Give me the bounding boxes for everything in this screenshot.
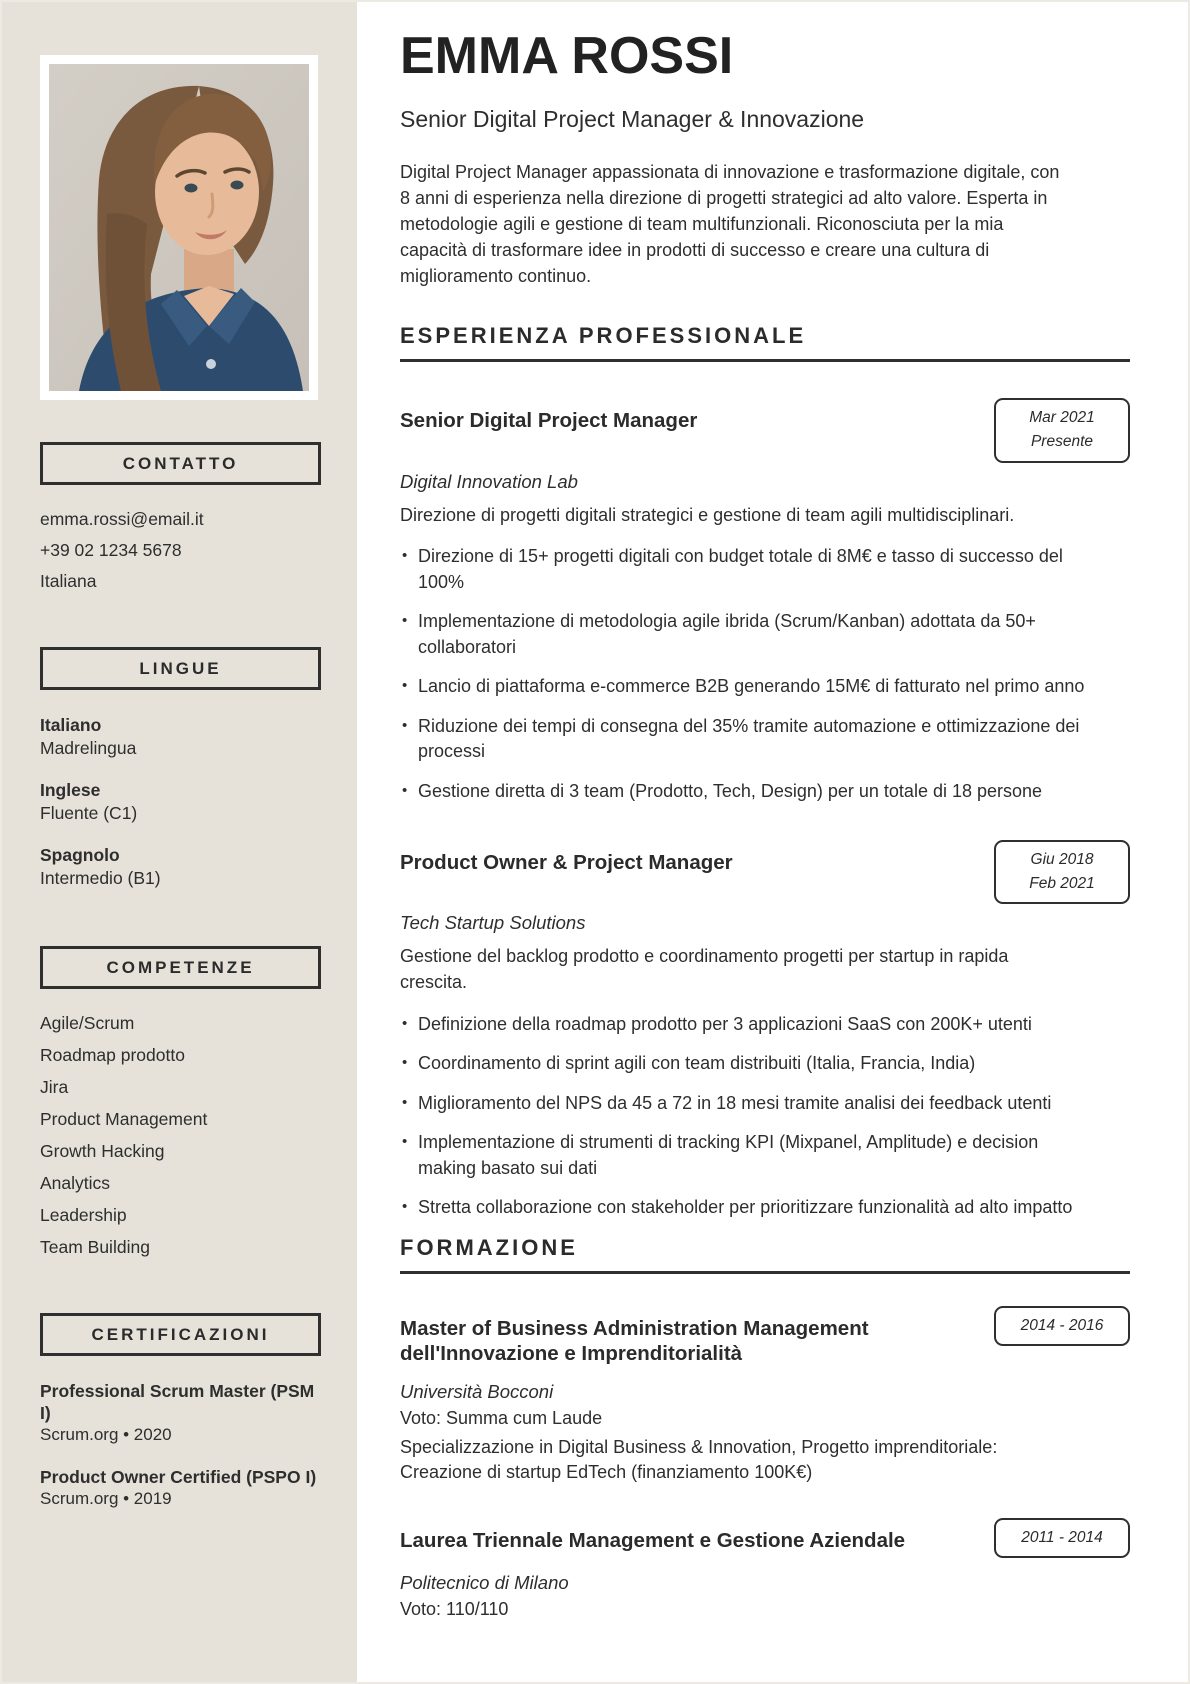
- language-item: [40, 779, 321, 825]
- job-headline: Senior Digital Project Manager & Innovazione: [400, 106, 865, 132]
- education-specialization: Specializzazione in Digital Business & Innovation, Progetto imprenditoriale: Creazione di startup EdTech (finanziamento 100K€): [400, 1436, 998, 1483]
- date-badge: [994, 840, 1130, 904]
- skill-item: Growth Hacking: [40, 1141, 165, 1161]
- date-range: 2014 - 2016: [1020, 1316, 1104, 1334]
- contact-phone: +39 02 1234 5678: [40, 540, 182, 560]
- skill-item: Product Management: [40, 1109, 208, 1129]
- profile-summary: Digital Project Manager appassionata di innovazione e trasformazione digitale, con 8 anni di esperienza nella direzione di progetti strategici ad alto valore. Esperta in metodologie agili e gestione di team multifunzionali. Riconosciuta per la mia capacità di trasformare idee in prodotti di successo e creare una cultura di miglioramento continuo.: [400, 162, 1060, 287]
- skill-item: Roadmap prodotto: [40, 1045, 185, 1065]
- date-badge: [994, 1518, 1130, 1558]
- certification-meta: Scrum.org • 2019: [40, 1489, 172, 1508]
- education-grade: Voto: 110/110: [400, 1598, 509, 1619]
- skill-item: Team Building: [40, 1237, 150, 1257]
- job-bullet: • Implementazione di strumenti di tracking KPI (Mixpanel, Amplitude) e decision making basato sui dati: [400, 1130, 1098, 1181]
- skill-item: Agile/Scrum: [40, 1013, 135, 1033]
- date-end: Presente: [1030, 433, 1094, 451]
- skill-item: Leadership: [40, 1205, 127, 1225]
- job-bullet: • Miglioramento del NPS da 45 a 72 in 18 mesi tramite analisi dei feedback utenti: [400, 1091, 1098, 1117]
- contact-list: [40, 509, 321, 591]
- date-badge: [994, 398, 1130, 462]
- experience-entry: [400, 840, 1130, 1220]
- certifications-section-title: CERTIFICAZIONI: [40, 1313, 321, 1356]
- experience-section-heading: ESPERIENZA PROFESSIONALE: [400, 323, 1130, 362]
- degree-title: Laurea Triennale Management e Gestione Aziendale: [400, 1528, 906, 1552]
- job-bullet: • Riduzione dei tempi di consegna del 35% tramite automazione e ottimizzazione dei processi: [400, 714, 1098, 765]
- profile-photo-frame: [40, 55, 318, 400]
- language-item: [40, 844, 321, 890]
- sidebar: [2, 2, 357, 1682]
- certification-meta: Scrum.org • 2020: [40, 1425, 172, 1444]
- job-bullet: • Stretta collaborazione con stakeholder per prioritizzare funzionalità ad alto impatto: [400, 1195, 1098, 1221]
- page-title: EMMA ROSSI: [400, 27, 734, 85]
- job-description: Gestione del backlog prodotto e coordinamento progetti per startup in rapida crescita.: [400, 946, 1009, 992]
- education-entry: [400, 1306, 1130, 1486]
- skill-item: Jira: [40, 1077, 69, 1097]
- certification-name: Professional Scrum Master (PSM I): [40, 1381, 315, 1423]
- experience-entry: [400, 398, 1130, 804]
- job-bullet-list: [400, 1012, 1130, 1221]
- job-bullet: • Direzione di 15+ progetti digitali con budget totale di 8M€ e tasso di successo del 100%: [400, 544, 1098, 595]
- date-badge: [994, 1306, 1130, 1346]
- job-title: Product Owner & Project Manager: [400, 851, 733, 875]
- language-level: Madrelingua: [40, 738, 137, 758]
- job-bullet: • Coordinamento di sprint agili con team distribuiti (Italia, Francia, India): [400, 1051, 1098, 1077]
- main-column: [400, 26, 1130, 1622]
- language-name: Italiano: [40, 715, 102, 735]
- company-name: Tech Startup Solutions: [400, 912, 586, 934]
- experience-entry-header: [400, 840, 1130, 904]
- experience-entry-header: [400, 398, 1130, 462]
- company-name: Digital Innovation Lab: [400, 470, 578, 492]
- education-grade: Voto: Summa cum Laude: [400, 1408, 603, 1429]
- degree-title: Master of Business Administration Management dell'Innovazione e Imprenditorialità: [400, 1316, 869, 1366]
- job-description: Direzione di progetti digitali strategici e gestione di team agili multidisciplinari.: [400, 504, 1015, 525]
- languages-section-title: LINGUE: [40, 647, 321, 690]
- education-section-heading: FORMAZIONE: [400, 1235, 1130, 1274]
- language-item: [40, 714, 321, 760]
- language-name: Spagnolo: [40, 845, 120, 865]
- language-name: Inglese: [40, 780, 101, 800]
- contact-nationality: Italiana: [40, 571, 97, 591]
- job-bullet: • Definizione della roadmap prodotto per 3 applicazioni SaaS con 200K+ utenti: [400, 1012, 1098, 1038]
- skills-list: [40, 1013, 321, 1257]
- job-bullet: • Implementazione di metodologia agile ibrida (Scrum/Kanban) adottata da 50+ collaboratori: [400, 609, 1098, 660]
- job-bullet: • Gestione diretta di 3 team (Prodotto, Tech, Design) per un totale di 18 persone: [400, 779, 1098, 805]
- certification-item: [40, 1380, 321, 1446]
- skill-item: Analytics: [40, 1173, 111, 1193]
- date-start: Giu 2018: [1030, 851, 1094, 869]
- school-name: Università Bocconi: [400, 1381, 554, 1403]
- profile-photo: [49, 64, 309, 391]
- language-level: Intermedio (B1): [40, 868, 161, 888]
- date-start: Mar 2021: [1029, 409, 1095, 427]
- skills-section-title: COMPETENZE: [40, 946, 321, 989]
- language-level: Fluente (C1): [40, 803, 138, 823]
- education-entry-header: [400, 1518, 1130, 1558]
- job-bullet: • Lancio di piattaforma e-commerce B2B generando 15M€ di fatturato nel primo anno: [400, 674, 1098, 700]
- certification-name: Product Owner Certified (PSPO I): [40, 1467, 317, 1487]
- education-entry: [400, 1518, 1130, 1623]
- contact-section-title: CONTATTO: [40, 442, 321, 485]
- education-entry-header: [400, 1306, 1130, 1367]
- certification-item: [40, 1466, 321, 1510]
- date-range: 2011 - 2014: [1021, 1528, 1103, 1546]
- school-name: Politecnico di Milano: [400, 1571, 569, 1593]
- job-title: Senior Digital Project Manager: [400, 409, 698, 433]
- date-end: Feb 2021: [1029, 875, 1095, 893]
- job-bullet-list: [400, 544, 1130, 804]
- contact-email: emma.rossi@email.it: [40, 509, 204, 529]
